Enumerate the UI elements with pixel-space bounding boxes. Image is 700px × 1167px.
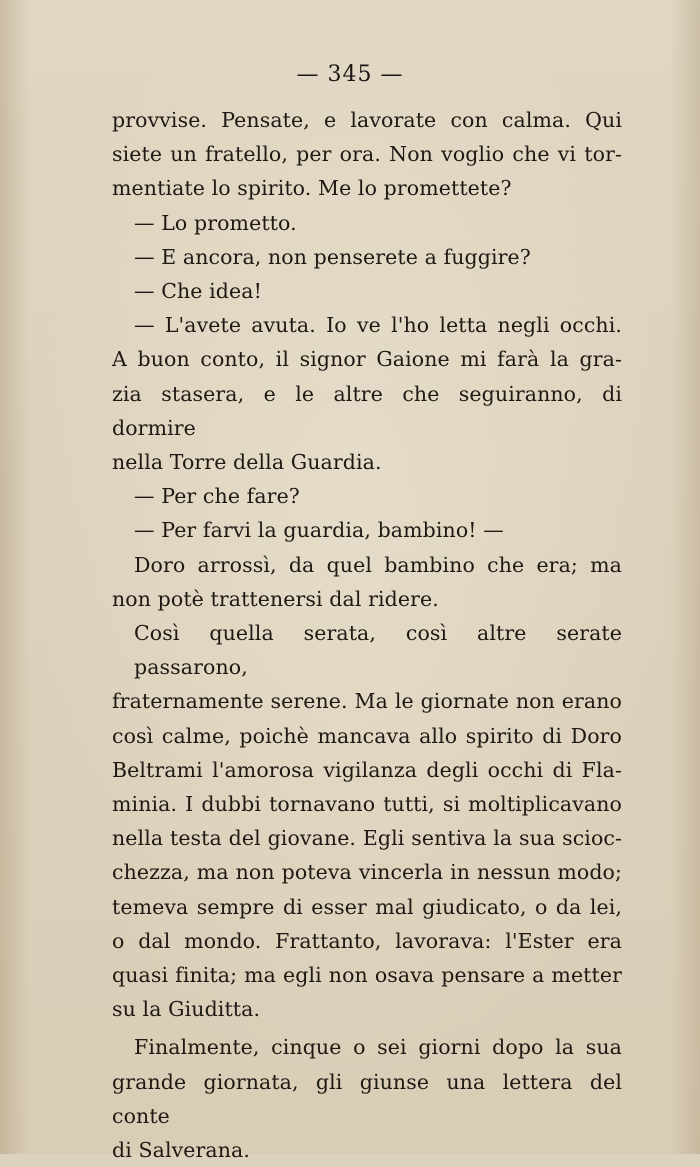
body-text <box>112 103 622 1167</box>
dialogue-line: — L'avete avuta. Io ve l'ho letta negli occhi. <box>134 313 622 338</box>
page-edge-shadow-right <box>670 0 700 1154</box>
paragraph-start-line: Finalmente, cinque o sei giorni dopo la sua <box>134 1035 622 1060</box>
text-line: così calme, poichè mancava allo spirito di Doro <box>112 723 622 748</box>
text-line: o dal mondo. Frattanto, lavorava: l'Ester era <box>112 928 622 953</box>
text-line: temeva sempre di esser mal giudicato, o da lei, <box>112 894 622 919</box>
paragraph-start-line: Così quella serata, così altre serate passarono, <box>134 621 622 680</box>
text-line: non potè trattenersi dal ridere. <box>112 586 439 611</box>
text-line: provvise. Pensate, e lavorate con calma. Qui <box>112 108 622 132</box>
text-line: quasi finita; ma egli non osava pensare a metter <box>112 963 622 988</box>
text-line: grande giornata, gli giunse una lettera del conte <box>112 1069 622 1128</box>
text-line: zia stasera, e le altre che seguiranno, di dormire <box>112 381 622 440</box>
text-line: siete un fratello, per ora. Non voglio che vi tor- <box>112 142 622 167</box>
text-line: fraternamente serene. Ma le giornate non erano <box>112 689 622 714</box>
dialogue-line: — E ancora, non penserete a fuggire? <box>134 244 531 269</box>
text-line: chezza, ma non poteva vincerla in nessun modo; <box>112 860 622 885</box>
text-line: nella Torre della Guardia. <box>112 450 382 475</box>
text-line: minia. I dubbi tornavano tutti, si moltiplicavano <box>112 792 622 817</box>
paragraph-start-line: Doro arrossì, da quel bambino che era; ma <box>134 552 622 577</box>
dialogue-line: — Per farvi la guardia, bambino! — <box>134 518 504 543</box>
text-line: Beltrami l'amorosa vigilanza degli occhi di Fla- <box>112 757 622 782</box>
page-number: — 345 — <box>296 62 404 87</box>
text-line: nella testa del giovane. Egli sentiva la sua scioc- <box>112 826 622 851</box>
text-line: su la Giuditta. <box>112 997 261 1022</box>
text-line: A buon conto, il signor Gaione mi farà la gra- <box>112 347 622 372</box>
dialogue-line: — Lo prometto. <box>134 210 297 235</box>
dialogue-line: — Che idea! <box>134 279 262 304</box>
dialogue-line: — Per che fare? <box>134 484 300 509</box>
text-line: di Salverana. <box>112 1138 250 1163</box>
text-line: mentiate lo spirito. Me lo promettete? <box>112 176 512 201</box>
page-edge-shadow-left <box>0 0 30 1154</box>
